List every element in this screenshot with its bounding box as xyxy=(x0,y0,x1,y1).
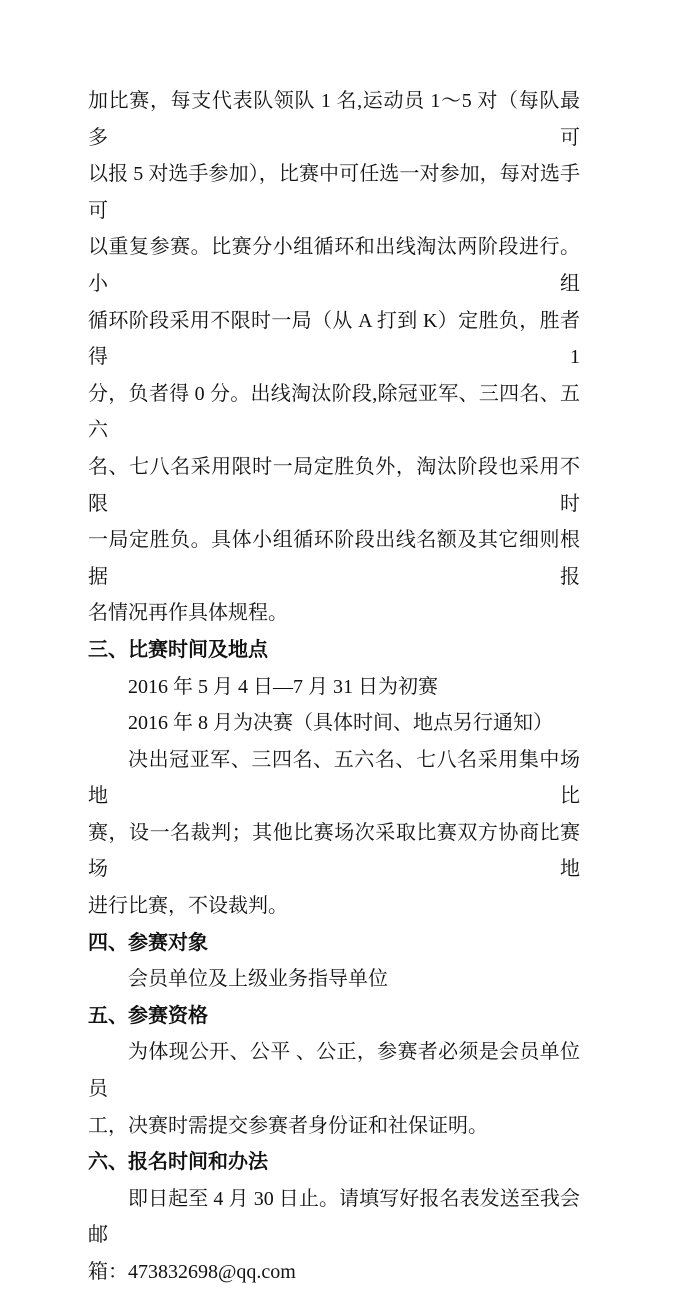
section-heading-participants: 四、参赛对象 xyxy=(88,931,208,954)
document-text-block xyxy=(88,83,580,1291)
paragraph-line: 以重复参赛。比赛分小组循环和出线淘汰两阶段进行。小组 xyxy=(88,236,580,295)
paragraph-line: 即日起至 4 月 30 日止。请填写好报名表发送至我会邮 xyxy=(88,1187,580,1247)
paragraph-line: 为体现公开、公平 、公正，参赛者必须是会员单位员 xyxy=(88,1041,580,1101)
section-heading-registration: 六、报名时间和办法 xyxy=(88,1151,268,1174)
paragraph-line: 进行比赛，不设裁判。 xyxy=(88,895,288,918)
paragraph-line: 分，负者得 0 分。出线淘汰阶段,除冠亚军、三四名、五六 xyxy=(88,382,580,442)
paragraph-line: 2016 年 8 月为决赛（具体时间、地点另行通知） xyxy=(128,712,553,735)
paragraph-line: 赛，设一名裁判；其他比赛场次采取比赛双方协商比赛场地 xyxy=(88,821,580,881)
paragraph-line: 2016 年 5 月 4 日—7 月 31 日为初赛 xyxy=(128,675,438,698)
paragraph-line: 名、七八名采用限时一局定胜负外，淘汰阶段也采用不限时 xyxy=(88,455,580,515)
paragraph-line: 名情况再作具体规程。 xyxy=(88,602,288,625)
paragraph-line: 会员单位及上级业务指导单位 xyxy=(128,968,388,991)
paragraph-line: 加比赛，每支代表队领队 1 名,运动员 1～5 对（每队最多可 xyxy=(88,90,580,149)
paragraph-line: 循环阶段采用不限时一局（从 A 打到 K）定胜负，胜者得 1 xyxy=(88,309,580,369)
paragraph-line: 以报 5 对选手参加），比赛中可任选一对参加，每对选手可 xyxy=(88,163,580,222)
paragraph-line: 决出冠亚军、三四名、五六名、七八名采用集中场地比 xyxy=(88,748,580,808)
section-heading-eligibility: 五、参赛资格 xyxy=(88,1004,208,1027)
email-line: 箱：473832698@qq.com xyxy=(88,1261,296,1283)
paragraph-line: 工，决赛时需提交参赛者身份证和社保证明。 xyxy=(88,1114,488,1137)
section-heading-time-location: 三、比赛时间及地点 xyxy=(88,638,268,661)
paragraph-line: 一局定胜负。具体小组循环阶段出线名额及其它细则根据报 xyxy=(88,529,580,588)
